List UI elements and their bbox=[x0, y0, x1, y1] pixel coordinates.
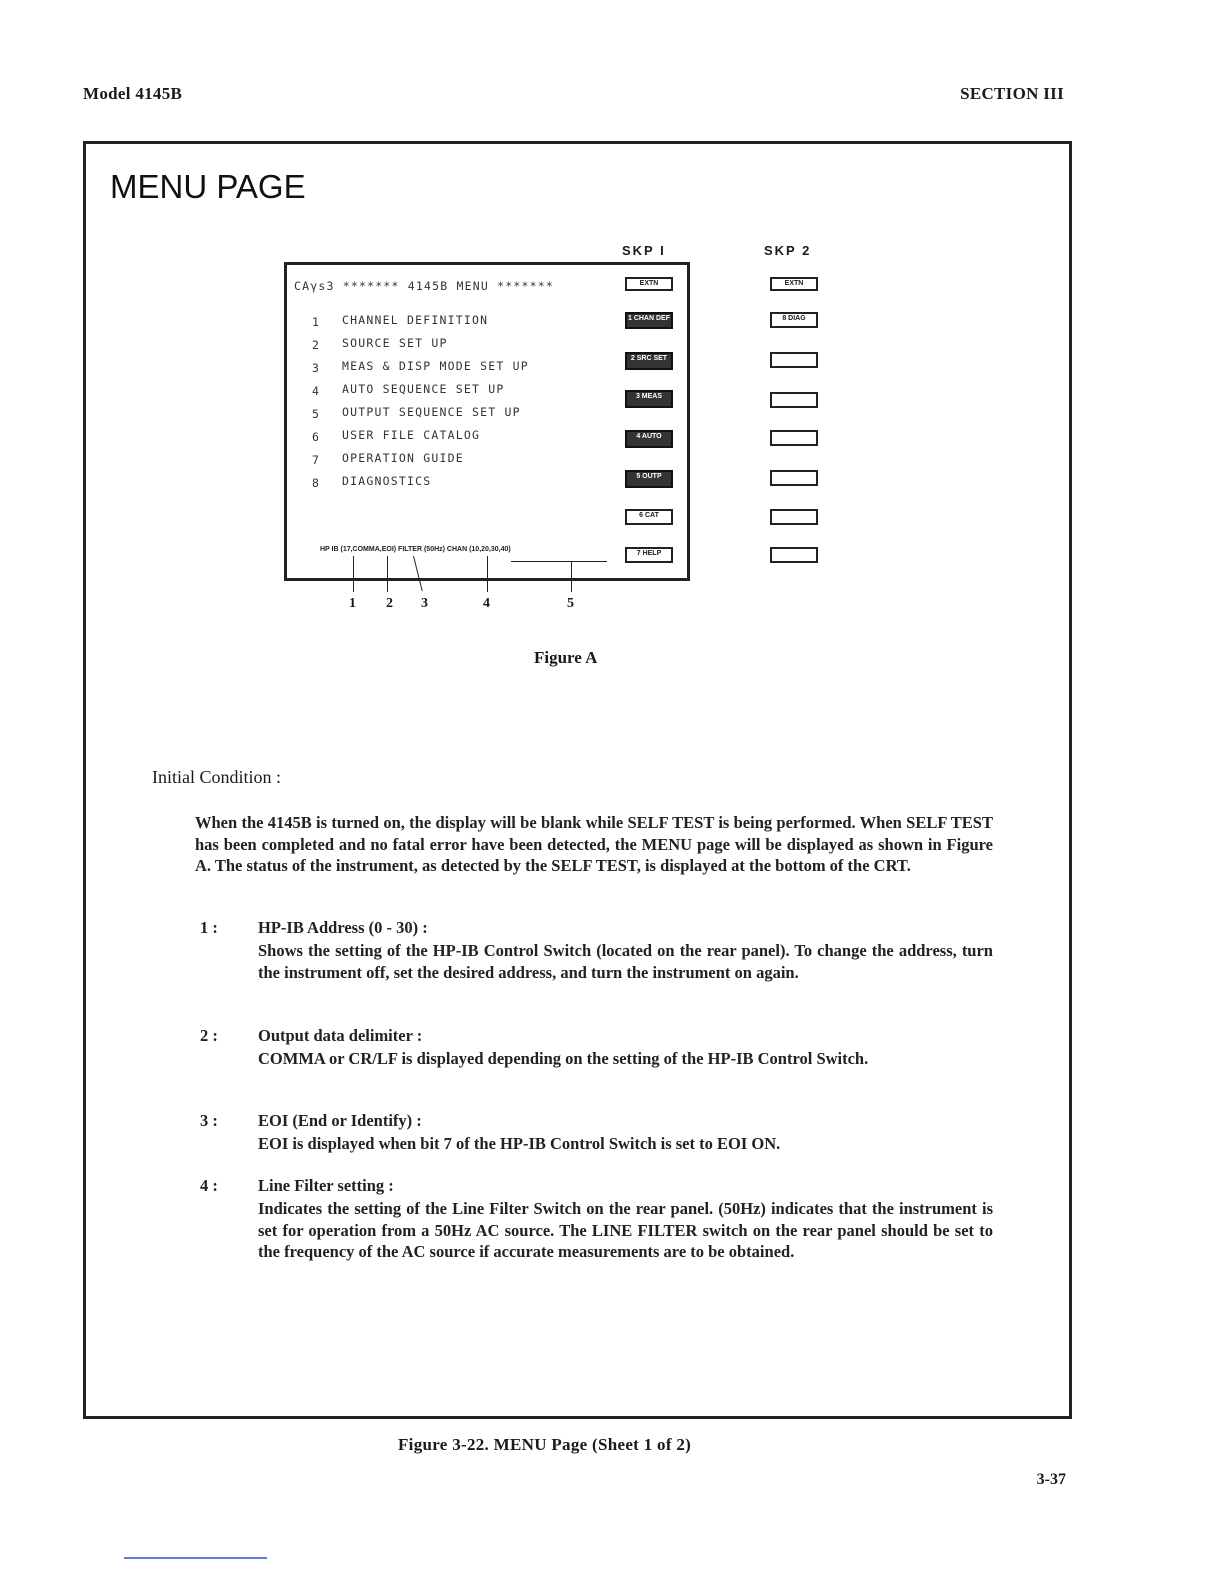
softkey-source-setup[interactable]: 2 SRC SET bbox=[625, 352, 673, 370]
crt-item-num: 5 bbox=[312, 407, 321, 421]
softkey-chan-def[interactable]: 1 CHAN DEF bbox=[625, 312, 673, 329]
page-number: 3-37 bbox=[1036, 1471, 1066, 1488]
crt-item-label: USER FILE CATALOG bbox=[342, 428, 481, 442]
figure-3-22-caption: Figure 3-22. MENU Page (Sheet 1 of 2) bbox=[398, 1435, 692, 1454]
crt-item-num: 1 bbox=[312, 315, 321, 329]
crt-title-line: CAγs3 ******* 4145B MENU ******* bbox=[294, 279, 554, 293]
softkey-catalog[interactable]: 6 CAT bbox=[625, 509, 673, 525]
item-heading: HP-IB Address (0 - 30) : bbox=[258, 918, 428, 937]
crt-item-num: 2 bbox=[312, 338, 321, 352]
softkey-help[interactable]: 7 HELP bbox=[625, 547, 673, 563]
crt-menu-item bbox=[312, 451, 464, 469]
crt-menu-item bbox=[312, 336, 448, 354]
callout-leader-2 bbox=[387, 556, 388, 592]
footnote-rule bbox=[124, 1557, 267, 1559]
callout-leader-4 bbox=[487, 556, 488, 592]
figure-caption: Figure A bbox=[534, 648, 598, 667]
softkey2-blank[interactable] bbox=[770, 509, 818, 525]
crt-item-label: OPERATION GUIDE bbox=[342, 451, 464, 465]
callout-bracket-5 bbox=[511, 561, 607, 562]
callout-number: 2 bbox=[386, 596, 393, 611]
crt-menu-item bbox=[312, 428, 481, 446]
softkey2-blank[interactable] bbox=[770, 352, 818, 368]
model-header: Model 4145B bbox=[83, 84, 183, 103]
softkey-auto-seq[interactable]: 4 AUTO bbox=[625, 430, 673, 448]
crt-menu-item bbox=[312, 313, 489, 331]
item-heading: Output data delimiter : bbox=[258, 1026, 423, 1045]
item-body: Indicates the setting of the Line Filter Switch on the rear panel. (50Hz) indicates that the instrument is set for operation from a 50Hz AC source. The LINE FILTER switch on the rear panel should be set to the frequency of the AC source if accurate measurements are to be obtained. bbox=[258, 1199, 993, 1261]
callout-leader-5 bbox=[571, 561, 572, 592]
softkey-extn[interactable]: EXTN bbox=[625, 277, 673, 291]
callout-number: 5 bbox=[567, 596, 574, 611]
crt-screen bbox=[284, 262, 690, 581]
crt-item-num: 6 bbox=[312, 430, 321, 444]
callout-number: 1 bbox=[349, 596, 356, 611]
item-body: EOI is displayed when bit 7 of the HP-IB Control Switch is set to EOI ON. bbox=[258, 1134, 781, 1153]
item-heading: EOI (End or Identify) : bbox=[258, 1111, 422, 1130]
crt-menu-item bbox=[312, 359, 529, 377]
crt-item-label: OUTPUT SEQUENCE SET UP bbox=[342, 405, 521, 419]
crt-item-num: 4 bbox=[312, 384, 321, 398]
crt-item-label: DIAGNOSTICS bbox=[342, 474, 432, 488]
crt-item-label: SOURCE SET UP bbox=[342, 336, 448, 350]
crt-status-line: HP IB (17,COMMA,EOI) FILTER (50Hz) CHAN (10,20,30,40) bbox=[320, 546, 511, 553]
item-number: 3 : bbox=[200, 1111, 218, 1130]
item-number: 1 : bbox=[200, 918, 218, 937]
crt-item-label: AUTO SEQUENCE SET UP bbox=[342, 382, 505, 396]
item-number: 2 : bbox=[200, 1026, 218, 1045]
crt-item-label: MEAS & DISP MODE SET UP bbox=[342, 359, 529, 373]
crt-menu-item bbox=[312, 474, 432, 492]
crt-item-num: 7 bbox=[312, 453, 321, 467]
callout-number: 4 bbox=[483, 596, 490, 611]
section-header: SECTION III bbox=[960, 84, 1064, 103]
item-body: Shows the setting of the HP-IB Control Switch (located on the rear panel). To change the address, turn the instrument off, set the desired address, and turn the instrument on again. bbox=[258, 941, 993, 982]
item-number: 4 : bbox=[200, 1176, 218, 1195]
skp1-label: SKP I bbox=[622, 243, 666, 258]
softkey-meas-disp[interactable]: 3 MEAS bbox=[625, 390, 673, 408]
intro-paragraph: When the 4145B is turned on, the display will be blank while SELF TEST is being performed. When SELF TEST has been completed and no fatal error have been detected, the MENU page will be displayed as shown in Figure A. The status of the instrument, as detected by the SELF TEST, is displayed at the bottom of the CRT. bbox=[195, 813, 993, 875]
crt-item-num: 3 bbox=[312, 361, 321, 375]
softkey2-blank[interactable] bbox=[770, 547, 818, 563]
softkey2-extn[interactable]: EXTN bbox=[770, 277, 818, 291]
callout-leader-1 bbox=[353, 556, 354, 592]
softkey-output-seq[interactable]: 5 OUTP bbox=[625, 470, 673, 488]
crt-menu-item bbox=[312, 382, 505, 400]
softkey2-blank[interactable] bbox=[770, 430, 818, 446]
section-heading: Initial Condition : bbox=[152, 767, 281, 787]
crt-menu-item bbox=[312, 405, 521, 423]
crt-item-num: 8 bbox=[312, 476, 321, 490]
softkey2-diag[interactable]: 8 DIAG bbox=[770, 312, 818, 328]
softkey2-blank[interactable] bbox=[770, 392, 818, 408]
page-title: MENU PAGE bbox=[110, 168, 306, 205]
item-body: COMMA or CR/LF is displayed depending on the setting of the HP-IB Control Switch. bbox=[258, 1049, 869, 1068]
callout-number: 3 bbox=[421, 596, 428, 611]
softkey2-blank[interactable] bbox=[770, 470, 818, 486]
crt-item-label: CHANNEL DEFINITION bbox=[342, 313, 489, 327]
skp2-label: SKP 2 bbox=[764, 243, 812, 258]
item-heading: Line Filter setting : bbox=[258, 1176, 394, 1195]
